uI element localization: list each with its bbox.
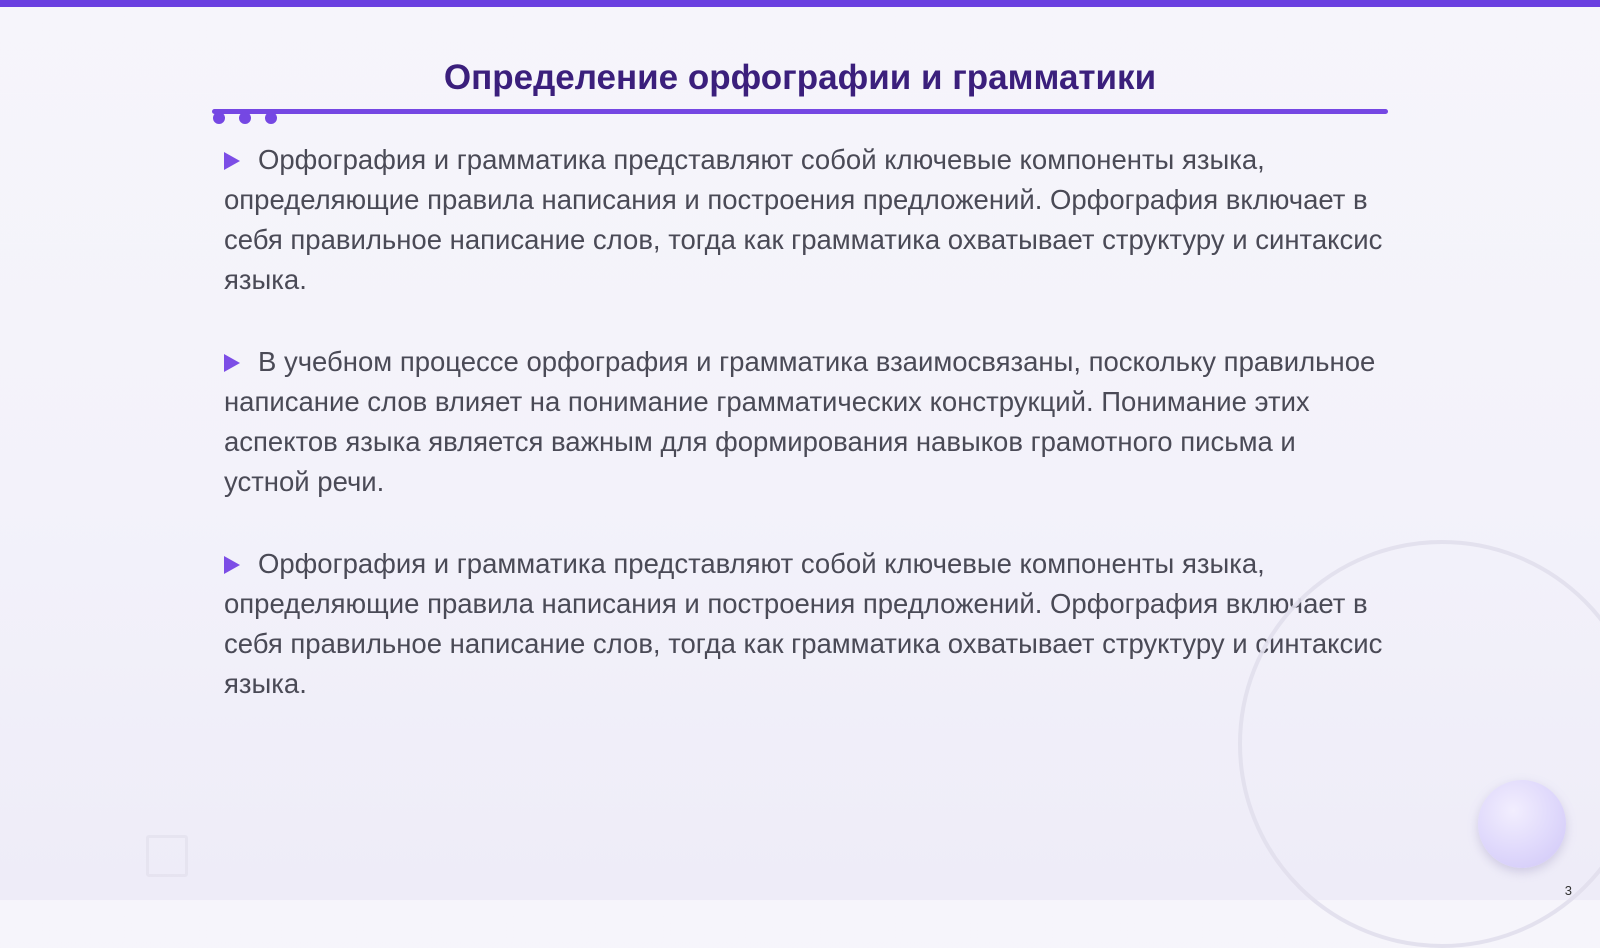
bullet-text: В учебном процессе орфография и грамматика взаимосвязаны, поскольку правильное написание слов влияет на понимание грамматических конструкций. Понимание этих аспектов языка является важным для формирования навыков грамотного письма и устной речи. (224, 346, 1376, 497)
bullet-item (224, 140, 1384, 300)
triangle-right-icon (224, 556, 240, 574)
bullet-list (224, 140, 1384, 746)
slide-title: Определение орфографии и грамматики (443, 58, 1157, 97)
bullet-item (224, 342, 1384, 502)
decor-dot (213, 112, 225, 124)
decor-dot (239, 112, 251, 124)
decor-circle (1478, 780, 1566, 868)
triangle-right-icon (224, 152, 240, 170)
triangle-right-icon (224, 354, 240, 372)
decor-square (146, 835, 188, 877)
bullet-text: Орфография и грамматика представляют собой ключевые компоненты языка, определяющие правила написания и построения предложений. Орфография включает в себя правильное написание слов, тогда как грамматика охватывает структуру и синтаксис языка. (224, 548, 1383, 699)
title-underline (212, 109, 1388, 114)
decor-dot (265, 112, 277, 124)
bullet-text: Орфография и грамматика представляют собой ключевые компоненты языка, определяющие правила написания и построения предложений. Орфография включает в себя правильное написание слов, тогда как грамматика охватывает структуру и синтаксис языка. (224, 144, 1383, 295)
page-number: 3 (1564, 883, 1572, 898)
top-accent-bar (0, 0, 1600, 7)
bullet-item (224, 544, 1384, 704)
